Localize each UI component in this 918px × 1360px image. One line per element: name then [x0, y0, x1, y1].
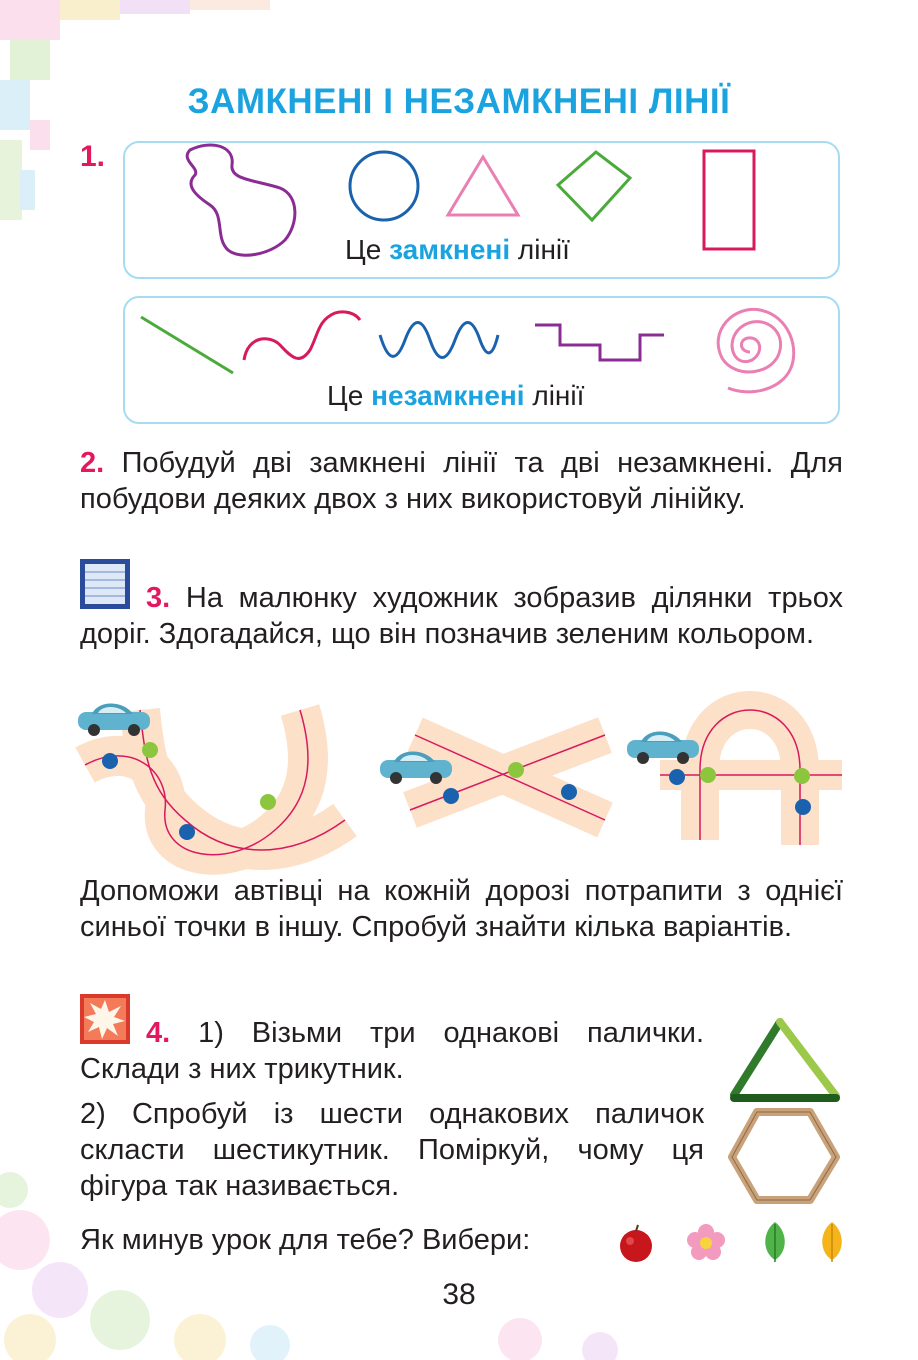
task-2-text: Побудуй дві замкнені лінії та дві незамкнені. Для побудови деяких двох з них використовуй лінійку.: [80, 447, 843, 515]
flower-icon[interactable]: [684, 1222, 728, 1262]
stick-hexagon: [732, 1112, 836, 1200]
caption-highlight: замкнені: [389, 234, 511, 265]
stick-triangle: [734, 1022, 836, 1098]
yellow-leaf-icon[interactable]: [817, 1220, 847, 1264]
task-2-number: 2.: [80, 447, 105, 479]
caption-suffix: лінії: [510, 234, 570, 265]
apple-icon[interactable]: [616, 1224, 656, 1264]
page-number: 38: [442, 1278, 476, 1311]
task-4-number: 4.: [146, 1017, 171, 1049]
page-title: ЗАМКНЕНІ І НЕЗАМКНЕНІ ЛІНІЇ: [187, 82, 731, 121]
caption-prefix: Це: [327, 380, 372, 411]
task-4-text: 1) Візьми три однакові палички. Склади з них трикутник.: [80, 1017, 704, 1085]
task-4-part-2: 2) Спробуй із шести однакових паличок скласти шестикутник. Поміркуй, чому ця фігура так називається.: [80, 1098, 704, 1202]
green-leaf-icon[interactable]: [760, 1220, 790, 1264]
task-1-number: 1.: [80, 140, 106, 173]
task-3-text: На малюнку художник зобразив ділянки трьох доріг. Здогадайся, що він позначив зеленим кольором.: [80, 582, 843, 650]
task-3-followup: Допоможи автівці на кожній дорозі потрапити з однієї синьої точки в іншу. Спробуй знайти кілька варіантів.: [80, 875, 843, 943]
caption-highlight: незамкнені: [371, 380, 525, 411]
task-3-number: 3.: [146, 582, 171, 614]
caption-prefix: Це: [345, 234, 390, 265]
reflection-question: Як минув урок для тебе? Вибери:: [80, 1224, 531, 1256]
caption-suffix: лінії: [524, 380, 585, 411]
